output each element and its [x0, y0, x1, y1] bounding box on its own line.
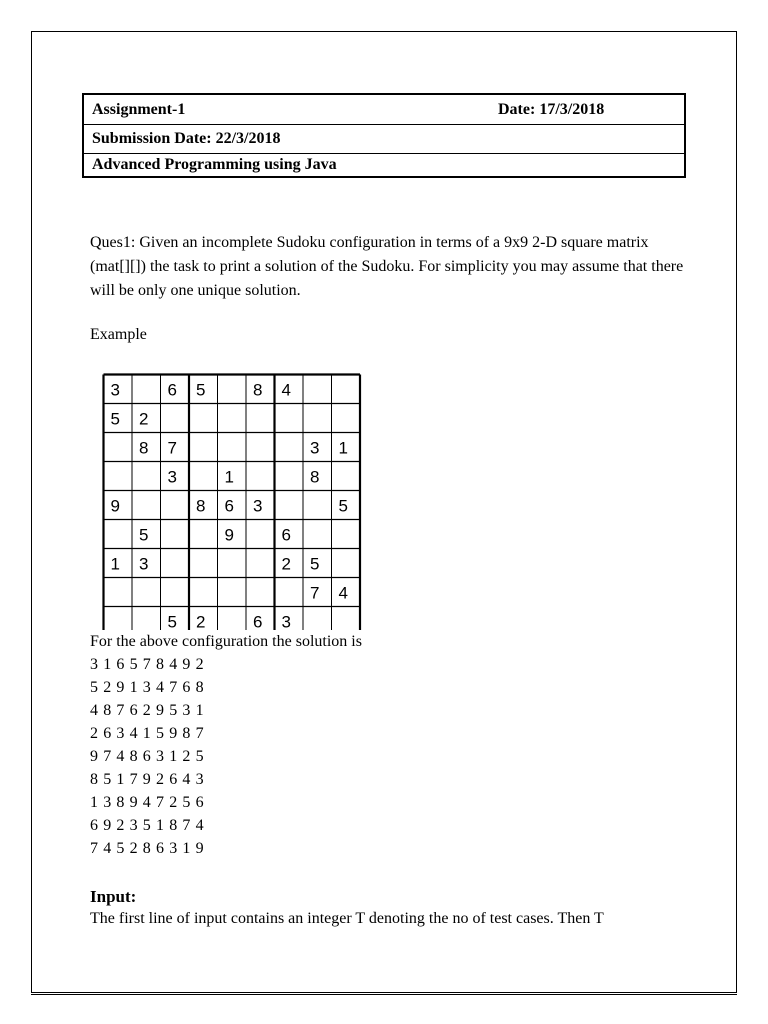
sudoku-cell-digit: 4 [281, 380, 291, 400]
sudoku-cell-digit: 6 [253, 612, 263, 630]
solution-row: 3 1 6 5 7 8 4 9 2 [90, 656, 205, 673]
solution-row: 7 4 5 2 8 6 3 1 9 [90, 840, 205, 857]
sudoku-cell-digit: 4 [338, 583, 348, 603]
sudoku-cell-digit: 3 [310, 438, 320, 458]
sudoku-cell-digit: 1 [338, 438, 348, 458]
header-row-assignment [84, 95, 684, 124]
sudoku-cell-digit: 3 [167, 467, 177, 487]
sudoku-cell-digit: 8 [310, 467, 320, 487]
sudoku-cell-digit: 7 [310, 583, 320, 603]
sudoku-cell-digit: 2 [281, 554, 291, 574]
solution-row: 8 5 1 7 9 2 6 4 3 [90, 771, 205, 788]
sudoku-cell-digit: 5 [139, 525, 149, 545]
solution-rows [90, 653, 204, 860]
course-title: Advanced Programming using Java [92, 156, 337, 173]
input-description: The first line of input contains an integer T denoting the no of test cases. Then T [90, 910, 604, 927]
sudoku-cell-digit: 5 [310, 554, 320, 574]
solution-row: 2 6 3 4 1 5 9 8 7 [90, 725, 205, 742]
sudoku-cell-digit: 8 [253, 380, 263, 400]
submission-date: Submission Date: 22/3/2018 [92, 130, 281, 147]
sudoku-cell-digit: 5 [110, 409, 120, 429]
sudoku-cell-digit: 6 [281, 525, 291, 545]
assignment-date: Date: 17/3/2018 [498, 100, 605, 118]
sudoku-cell-digit: 8 [139, 438, 149, 458]
sudoku-cell-digit: 3 [281, 612, 291, 630]
sudoku-cell-digit: 9 [224, 525, 234, 545]
sudoku-cell-digit: 1 [224, 467, 234, 487]
solution-intro: For the above configuration the solution is [90, 633, 362, 650]
sudoku-cell-digit: 9 [110, 496, 120, 516]
sudoku-cell-digit: 2 [139, 409, 149, 429]
solution-row: 6 9 2 3 5 1 8 7 4 [90, 817, 205, 834]
sudoku-cell-digit: 6 [167, 380, 177, 400]
sudoku-grid [102, 373, 362, 630]
sudoku-cell-digit: 7 [167, 438, 177, 458]
sudoku-cell-digit: 3 [253, 496, 263, 516]
sudoku-cell-digit: 6 [224, 496, 234, 516]
sudoku-cell-digit: 8 [196, 496, 206, 516]
header-row-course [84, 153, 684, 176]
solution-row: 4 8 7 6 2 9 5 3 1 [90, 702, 205, 719]
header-row-submission [84, 124, 684, 153]
sudoku-cell-digit: 5 [338, 496, 348, 516]
solution-row: 9 7 4 8 6 3 1 2 5 [90, 748, 205, 765]
question-text: Ques1: Given an incomplete Sudoku configuration in terms of a 9x9 2-D square matrix (mat[][]) the task to print a solution of the Sudoku. For simplicity you may assume that there will be only one unique solution. [90, 234, 684, 299]
assignment-header-table [82, 93, 686, 178]
solution-row: 5 2 9 1 3 4 7 6 8 [90, 679, 205, 696]
sudoku-cell-digit: 1 [110, 554, 120, 574]
assignment-title: Assignment-1 [92, 100, 186, 118]
sudoku-svg [102, 373, 362, 630]
sudoku-cell-digit: 3 [139, 554, 149, 574]
sudoku-cell-digit: 3 [110, 380, 120, 400]
sudoku-cell-digit: 2 [196, 612, 206, 630]
sudoku-cell-digit: 5 [167, 612, 177, 630]
example-label: Example [90, 326, 147, 343]
sudoku-cell-digit: 5 [196, 380, 206, 400]
solution-row: 1 3 8 9 4 7 2 5 6 [90, 794, 205, 811]
input-heading: Input: [90, 887, 137, 906]
